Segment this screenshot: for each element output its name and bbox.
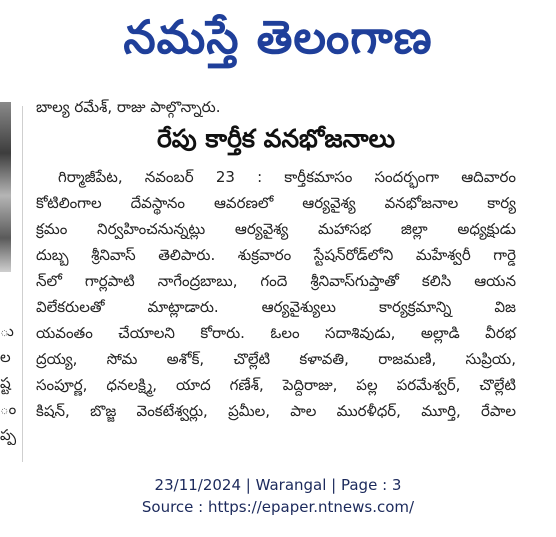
masthead [0,0,556,86]
adjacent-text-fragment: ప్ప [0,426,17,444]
source-link[interactable]: Source : https://epaper.ntnews.com/ [141,498,415,516]
article-body-line: యవంతం చేయాలని కోరారు. ఓలం సదాశివుడు, అల్లాడి వీరభ [36,324,516,342]
article-body-line: క్రమం నిర్వహించనున్నట్లు ఆర్యవైశ్య మహాసభ జిల్లా అధ్యక్షుడు [36,220,516,238]
article-body-line: న్‌లో గార్లపాటి నాగేంద్రబాబు, గందె శ్రీనివాస్‌గుప్తాతో కలిసి ఆయన [36,272,516,290]
article-body-line: కోటిలింగాల దేవస్థానం ఆవరణలో ఆర్యవైశ్య వనభోజనాల కార్య [36,194,516,212]
adjacent-photo-fragment [0,102,11,272]
adjacent-text-fragment: ం [0,400,17,418]
newspaper-clipping [0,88,556,464]
article [36,88,516,464]
adjacent-text-fragment: ల [0,348,11,366]
column-divider [22,106,23,462]
article-body-line: కిషన్, బొజ్జ వెంకటేశ్వర్లు, ప్రమీల, పాల మురళీధర్, మూర్తి, రేపాల [36,402,516,420]
adjacent-column [0,88,17,464]
previous-article-tail: బాల్య రమేశ్, రాజు పాల్గొన్నారు. [36,98,221,116]
article-headline: రేపు కార్తీక వనభోజనాలు [156,124,396,153]
article-body-line: సంపూర్ణ, ధనలక్ష్మి, యాద గణేశ్, పెద్దిరాజు, పల్ల పరమేశ్వర్, చొల్లేటి [36,376,516,394]
article-body-line: ద్రయ్య, సోమ అశోక్, చొల్లేటి కళావతి, రాజమణి, సుప్రియ, [36,350,516,368]
edition-info: 23/11/2024 | Warangal | Page : 3 [154,476,402,494]
article-body-line: గిర్మాజీపేట, నవంబర్ 23 : కార్తీకమాసం సందర్భంగా ఆదివారం [58,168,516,186]
article-body-line: విలేకరులతో మాట్లాడారు. ఆర్యవైశ్యులు కార్యక్రమాన్ని విజ [36,298,516,316]
newspaper-logo-title: నమస్తే తెలంగాణ [123,10,433,64]
article-body-line: దుబ్బ శ్రీనివాస్ తెలిపారు. శుక్రవారం స్టేషన్‌రోడ్‌లోని మహేశ్వరీ గార్డె [36,246,516,264]
adjacent-text-fragment: ష్ట [0,374,11,392]
adjacent-text-fragment: ు [0,322,14,340]
